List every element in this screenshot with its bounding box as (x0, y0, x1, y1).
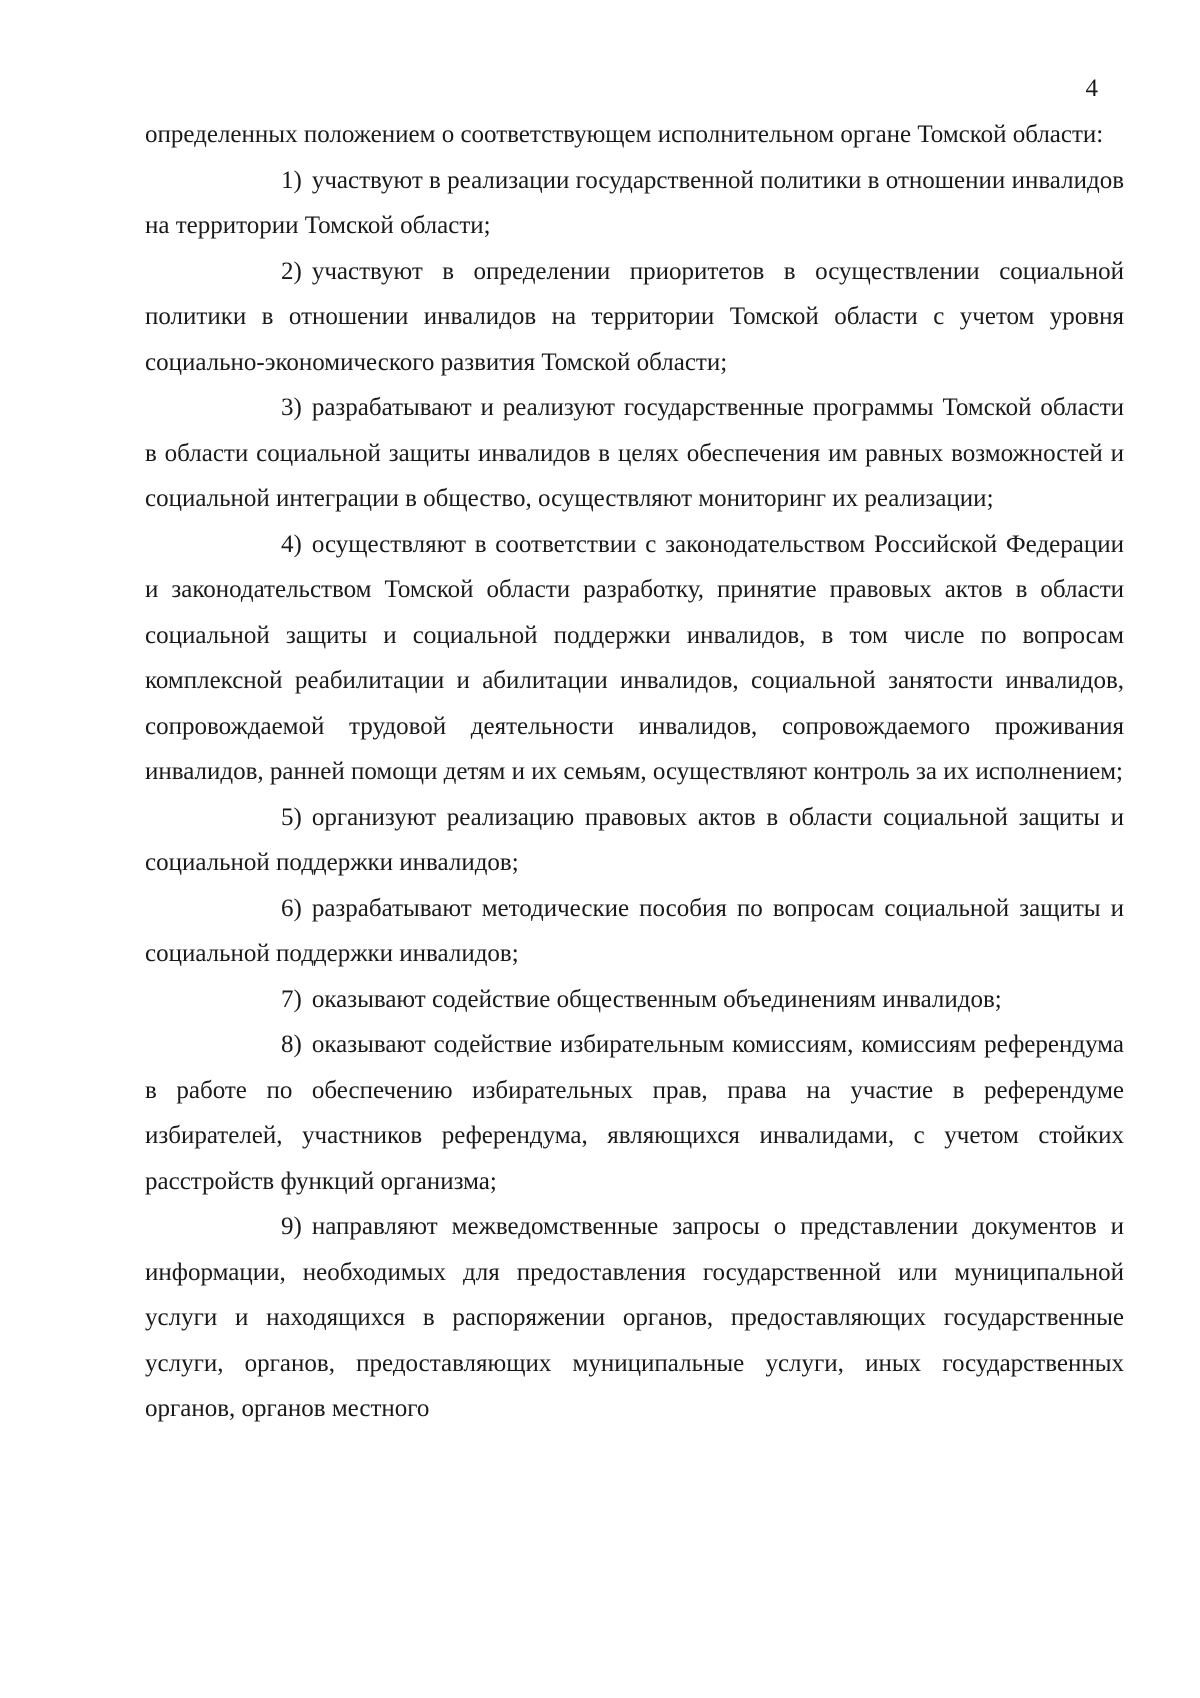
paragraph-text: определенных положением о соответствующем исполнительном органе Томской области: (145, 121, 1104, 148)
item-number: 4) (281, 530, 302, 558)
item-number: 7) (281, 985, 302, 1013)
list-item-2 (145, 249, 1124, 386)
item-number: 2) (281, 257, 302, 285)
item-text: разрабатывают методические пособия по вопросам социальной защиты и социальной поддержки инвалидов; (145, 894, 1124, 967)
item-number: 8) (281, 1031, 302, 1058)
list-item-9 (145, 1204, 1124, 1432)
item-text: осуществляют в соответствии с законодательством Российской Федерации и законодательством Томской области разработку, принятие правовых актов в области социальной защиты и социальной поддержки инвалидов, в том числе по вопросам комплексной реабилитации и абилитации инвалидов, социальной занятости инвалидов, сопровождаемой трудовой деятельности инвалидов, сопровождаемого проживания инвалидов, ранней помощи детям и их семьям, осуществляют контроль за их исполнением; (145, 530, 1124, 785)
item-number: 5) (281, 803, 302, 831)
list-item-5 (145, 795, 1124, 886)
item-text: участвуют в определении приоритетов в осуществлении социальной политики в отношении инвалидов на территории Томской области с учетом уровня социально-экономического развития Томской области; (145, 257, 1124, 376)
item-number: 1) (281, 166, 302, 194)
item-number: 6) (281, 894, 302, 922)
paragraph-continuation (145, 112, 1124, 158)
item-number: 9) (281, 1213, 302, 1240)
list-item-1 (145, 158, 1124, 249)
list-item-6 (145, 886, 1124, 977)
item-number: 3) (281, 394, 302, 421)
item-text: участвуют в реализации государственной политики в отношении инвалидов на территории Томской области; (145, 166, 1124, 239)
item-text: организуют реализацию правовых актов в области социальной защиты и социальной поддержки инвалидов; (145, 803, 1124, 876)
list-item-4 (145, 522, 1124, 795)
item-text: оказывают содействие общественным объединениям инвалидов; (311, 985, 1002, 1013)
item-text: оказывают содействие избирательным комиссиям, комиссиям референдума в работе по обеспечению избирательных прав, права на участие в референдуме избирателей, участников референдума, являющихся инвалидами, с учетом стойких расстройств функций организма; (145, 1031, 1124, 1195)
item-text: разрабатывают и реализуют государственные программы Томской области в области социальной защиты инвалидов в целях обеспечения им равных возможностей и социальной интеграции в общество, осуществляют мониторинг их реализации; (145, 394, 1124, 512)
list-item-7 (145, 977, 1124, 1023)
document-body (145, 112, 1124, 1432)
list-item-8 (145, 1022, 1124, 1204)
item-text: направляют межведомственные запросы о представлении документов и информации, необходимых для предоставления государственной или муниципальной услуги и находящихся в распоряжении органов, предоставляющих государственные услуги, органов, предоставляющих муниципальные услуги, иных государственных органов, органов местного (145, 1213, 1124, 1422)
page-number: 4 (1085, 75, 1098, 102)
list-item-3 (145, 385, 1124, 522)
